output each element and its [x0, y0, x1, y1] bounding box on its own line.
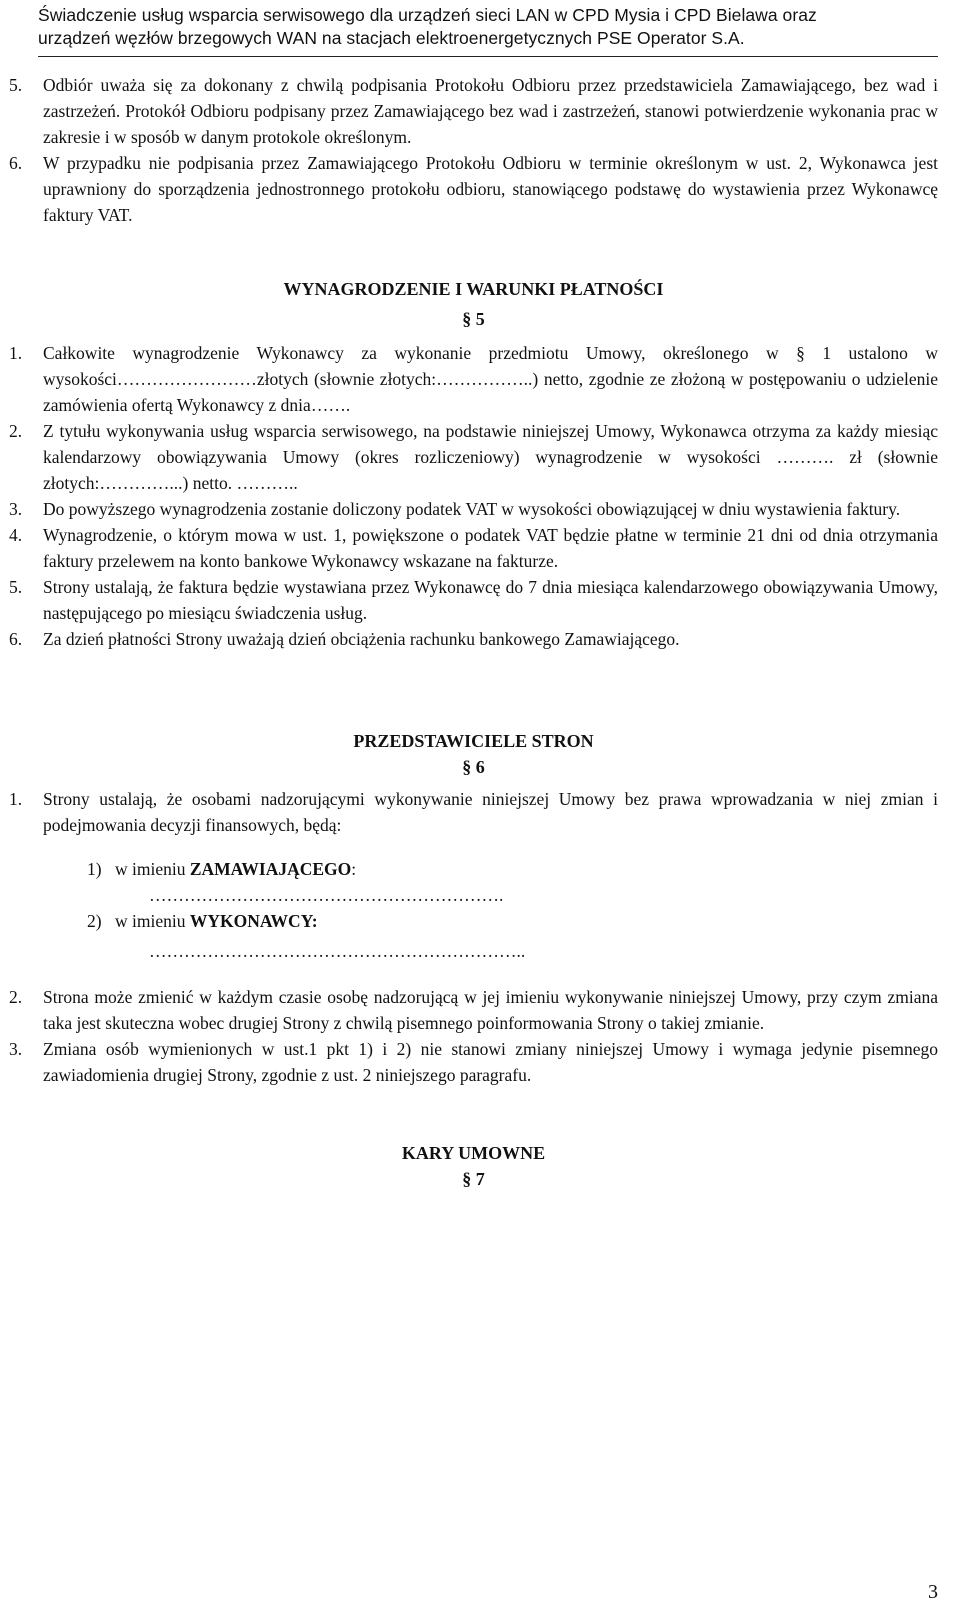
item-number: 5. [9, 577, 23, 597]
item-number: 6. [9, 629, 23, 649]
party-name: WYKONAWCY: [189, 911, 318, 931]
item-text: Za dzień płatności Strony uważają dzień obciążenia rachunku bankowego Zamawiającego. [43, 629, 680, 649]
item-number: 1. [9, 789, 23, 809]
list-item [9, 984, 938, 1036]
section-heading: KARY UMOWNE [401, 1143, 546, 1163]
item-number: 1. [9, 343, 23, 363]
list-item [9, 72, 938, 150]
paragraph-number: § 5 [462, 309, 485, 329]
list-item [9, 574, 938, 626]
item-number: 2. [9, 987, 23, 1007]
fill-in-line: ……………………………………………………….. [149, 941, 526, 961]
item-text: Zmiana osób wymienionych w ust.1 pkt 1) i 2) nie stanowi zmiany niniejszej Umowy i wymaga jedynie pisemnego zawiadomienia drugiej Strony, zgodnie z ust. 2 niniejszego paragrafu. [43, 1039, 938, 1085]
item-text: Do powyższego wynagrodzenia zostanie doliczony podatek VAT w wysokości obowiązującej w dniu wystawienia faktury. [43, 499, 901, 519]
item-number: 6. [9, 153, 23, 173]
item-number: 5. [9, 75, 23, 95]
list-item [9, 418, 938, 496]
item-text: Wynagrodzenie, o którym mowa w ust. 1, powiększone o podatek VAT będzie płatne w terminie 21 dni od dnia otrzymania faktury przelewem na konto bankowe Wykonawcy wskazane na fakturze. [43, 525, 938, 571]
item-text: Strona może zmienić w każdym czasie osobę nadzorującą w jej imieniu wykonywanie niniejszej Umowy, przy czym zmiana taka jest skuteczna wobec drugiej Strony z chwilą pisemnego poinformowania Strony o takiej zmianie. [43, 987, 938, 1033]
sub-item-text [115, 856, 356, 882]
party-name: ZAMAWIAJĄCEGO [189, 859, 352, 879]
item-text: Całkowite wynagrodzenie Wykonawcy za wykonanie przedmiotu Umowy, określonego w § 1 ustalono w wysokości……………………złotych (słownie złotych:……………..) netto, zgodnie ze złożoną w postępowaniu o udzielenie zamówienia ofertą Wykonawcy z dnia……. [43, 343, 938, 415]
section-heading: PRZEDSTAWICIELE STRON [353, 731, 594, 751]
list-item [9, 1036, 938, 1088]
item-number: 4. [9, 525, 23, 545]
sub-item-suffix: : [351, 859, 357, 879]
item-number: 3. [9, 1039, 23, 1059]
header-line-1: Świadczenie usług wsparcia serwisowego dla urządzeń sieci LAN w CPD Mysia i CPD Bielawa oraz [38, 5, 817, 25]
page-number: 3 [928, 1581, 938, 1603]
list-item [9, 786, 938, 838]
header-line-2: urządzeń węzłów brzegowych WAN na stacjach elektroenergetycznych PSE Operator S.A. [38, 28, 745, 48]
running-header [38, 4, 938, 57]
representative-wykonawca [87, 908, 938, 934]
sub-item-number: 1) [87, 859, 102, 879]
item-text: Z tytułu wykonywania usług wsparcia serwisowego, na podstawie niniejszej Umowy, Wykonawca otrzyma za każdy miesiąc kalendarzowy obowiązywania Umowy (okres rozliczeniowy) wynagrodzenie w wysokości ………. zł (słownie złotych:…………...) netto. ……….. [43, 421, 938, 493]
fill-in-line: ……………………………………………………. [149, 885, 504, 905]
item-text: W przypadku nie podpisania przez Zamawiającego Protokołu Odbioru w terminie określonym w ust. 2, Wykonawca jest uprawniony do sporządzenia jednostronnego protokołu odbioru, stanowiącego podstawę do wystawienia przez Wykonawcę faktury VAT. [43, 153, 938, 225]
sub-item-prefix: w imieniu [115, 911, 190, 931]
section-heading: WYNAGRODZENIE I WARUNKI PŁATNOŚCI [283, 279, 664, 299]
document-body [9, 72, 938, 1192]
list-item [9, 150, 938, 228]
list-item [9, 340, 938, 418]
sub-item-text [115, 908, 318, 934]
item-text: Odbiór uważa się za dokonany z chwilą podpisania Protokołu Odbioru przez przedstawiciela Zamawiającego, bez wad i zastrzeżeń. Protokół Odbioru podpisany przez Zamawiającego bez wad i zastrzeżeń, stanowi potwierdzenie wykonania prac w zakresie i w sposób w danym protokole określonym. [43, 75, 938, 147]
item-text: Strony ustalają, że osobami nadzorującymi wykonywanie niniejszej Umowy bez prawa wprowadzania w niej zmian i podejmowania decyzji finansowych, będą: [43, 789, 938, 835]
item-number: 3. [9, 499, 23, 519]
list-item [9, 522, 938, 574]
representative-zamawiajacy [87, 856, 938, 882]
sub-item-prefix: w imieniu [115, 859, 190, 879]
list-item [9, 496, 938, 522]
list-item [9, 626, 938, 652]
sub-item-number: 2) [87, 911, 102, 931]
paragraph-number: § 7 [462, 1169, 485, 1189]
item-number: 2. [9, 421, 23, 441]
paragraph-number: § 6 [462, 757, 485, 777]
item-text: Strony ustalają, że faktura będzie wystawiana przez Wykonawcę do 7 dnia miesiąca kalendarzowego obowiązywania Umowy, następującego po miesiącu świadczenia usług. [43, 577, 938, 623]
